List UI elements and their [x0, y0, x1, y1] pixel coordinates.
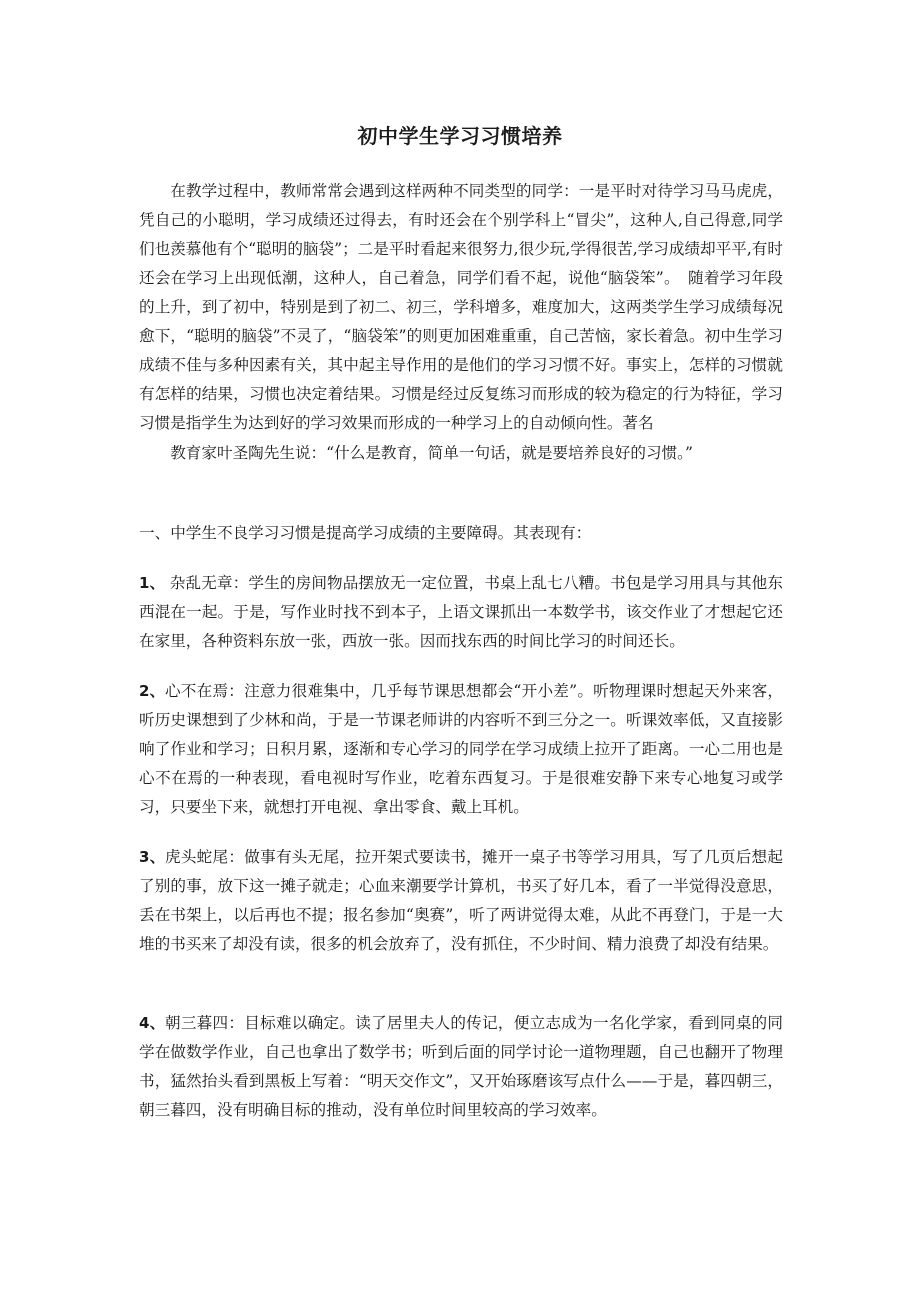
section-heading: 一、中学生不良学习习惯是提高学习成绩的主要障碍。其表现有：	[139, 524, 592, 542]
intro-paragraph: 在教学过程中，教师常常会遇到这样两种不同类型的同学：一是平时对待学习马马虎虎，凭自己的小聪明，学习成绩还过得去，有时还会在个别学科上“冒尖”，这种人,自己得意,同学们也羡慕他有个“聪明的脑袋”；二是平时看起来很努力,很少玩,学得很苦,学习成绩却平平,有时还会在学习上出现低潮，这种人，自己着急，同学们看不起，说他“脑袋笨”。 随着学习年段的上升，到了初中，特别是到了初二、初三，学科增多，难度加大，这两类学生学习成绩每况愈下，“聪明的脑袋”不灵了，“脑袋笨”的则更加困难重重，自己苦恼，家长着急。初中生学习成绩不佳与多种因素有关，其中起主导作用的是他们的学习习惯不好。事实上，怎样的习惯就有怎样的结果，习惯也决定着结果。习惯是经过反复练习而形成的较为稳定的行为特征，学习习惯是指学生为达到好的学习效果而形成的一种学习上的自动倾向性。著名	[139, 182, 783, 432]
list-item	[139, 1009, 783, 1125]
item-text: 虎头蛇尾：做事有头无尾，拉开架式要读书，摊开一桌子书等学习用具，写了几页后想起了别的事，放下这一摊子就走；心血来潮要学计算机，书买了好几本，看了一半觉得没意思，丢在书架上，以后再也不提；报名参加“奥赛”，听了两讲觉得太难，从此不再登门，于是一大堆的书买来了却没有读，很多的机会放弃了，没有抓住，不少时间、精力浪费了却没有结果。	[139, 848, 783, 953]
item-number: 3、	[139, 848, 165, 866]
item-number: 1、	[139, 574, 165, 592]
item-number: 2、	[139, 682, 165, 700]
list-item	[139, 677, 783, 822]
document-title: 初中学生学习习惯培养	[357, 124, 563, 148]
list-item	[139, 569, 783, 656]
item-text: 心不在焉：注意力很难集中，几乎每节课思想都会“开小差”。听物理课时想起天外来客，听历史课想到了少林和尚，于是一节课老师讲的内容听不到三分之一。听课效率低，又直接影响了作业和学习；日积月累，逐渐和专心学习的同学在学习成绩上拉开了距离。一心二用也是心不在焉的一种表现，看电视时写作业，吃着东西复习。于是很难安静下来专心地复习或学习，只要坐下来，就想打开电视、拿出零食、戴上耳机。	[139, 682, 784, 816]
item-text: 杂乱无章：学生的房间物品摆放无一定位置，书桌上乱七八糟。书包是学习用具与其他东西混在一起。于是，写作业时找不到本子，上语文课抓出一本数学书，该交作业了才想起它还在家里，各种资料东放一张，西放一张。因而找东西的时间比学习的时间还长。	[139, 574, 783, 650]
item-number: 4、	[139, 1014, 165, 1032]
item-text: 朝三暮四：目标难以确定。读了居里夫人的传记，便立志成为一名化学家，看到同桌的同学在做数学作业，自己也拿出了数学书；听到后面的同学讨论一道物理题，自己也翻开了物理书，猛然抬头看到黑板上写着：“明天交作文”，又开始琢磨该写点什么——于是，暮四朝三，朝三暮四，没有明确目标的推动，没有单位时间里较高的学习效率。	[139, 1014, 783, 1119]
list-item	[139, 843, 783, 959]
quote-paragraph: 教育家叶圣陶先生说：“什么是教育，简单一句话，就是要培养良好的习惯。”	[170, 444, 693, 462]
